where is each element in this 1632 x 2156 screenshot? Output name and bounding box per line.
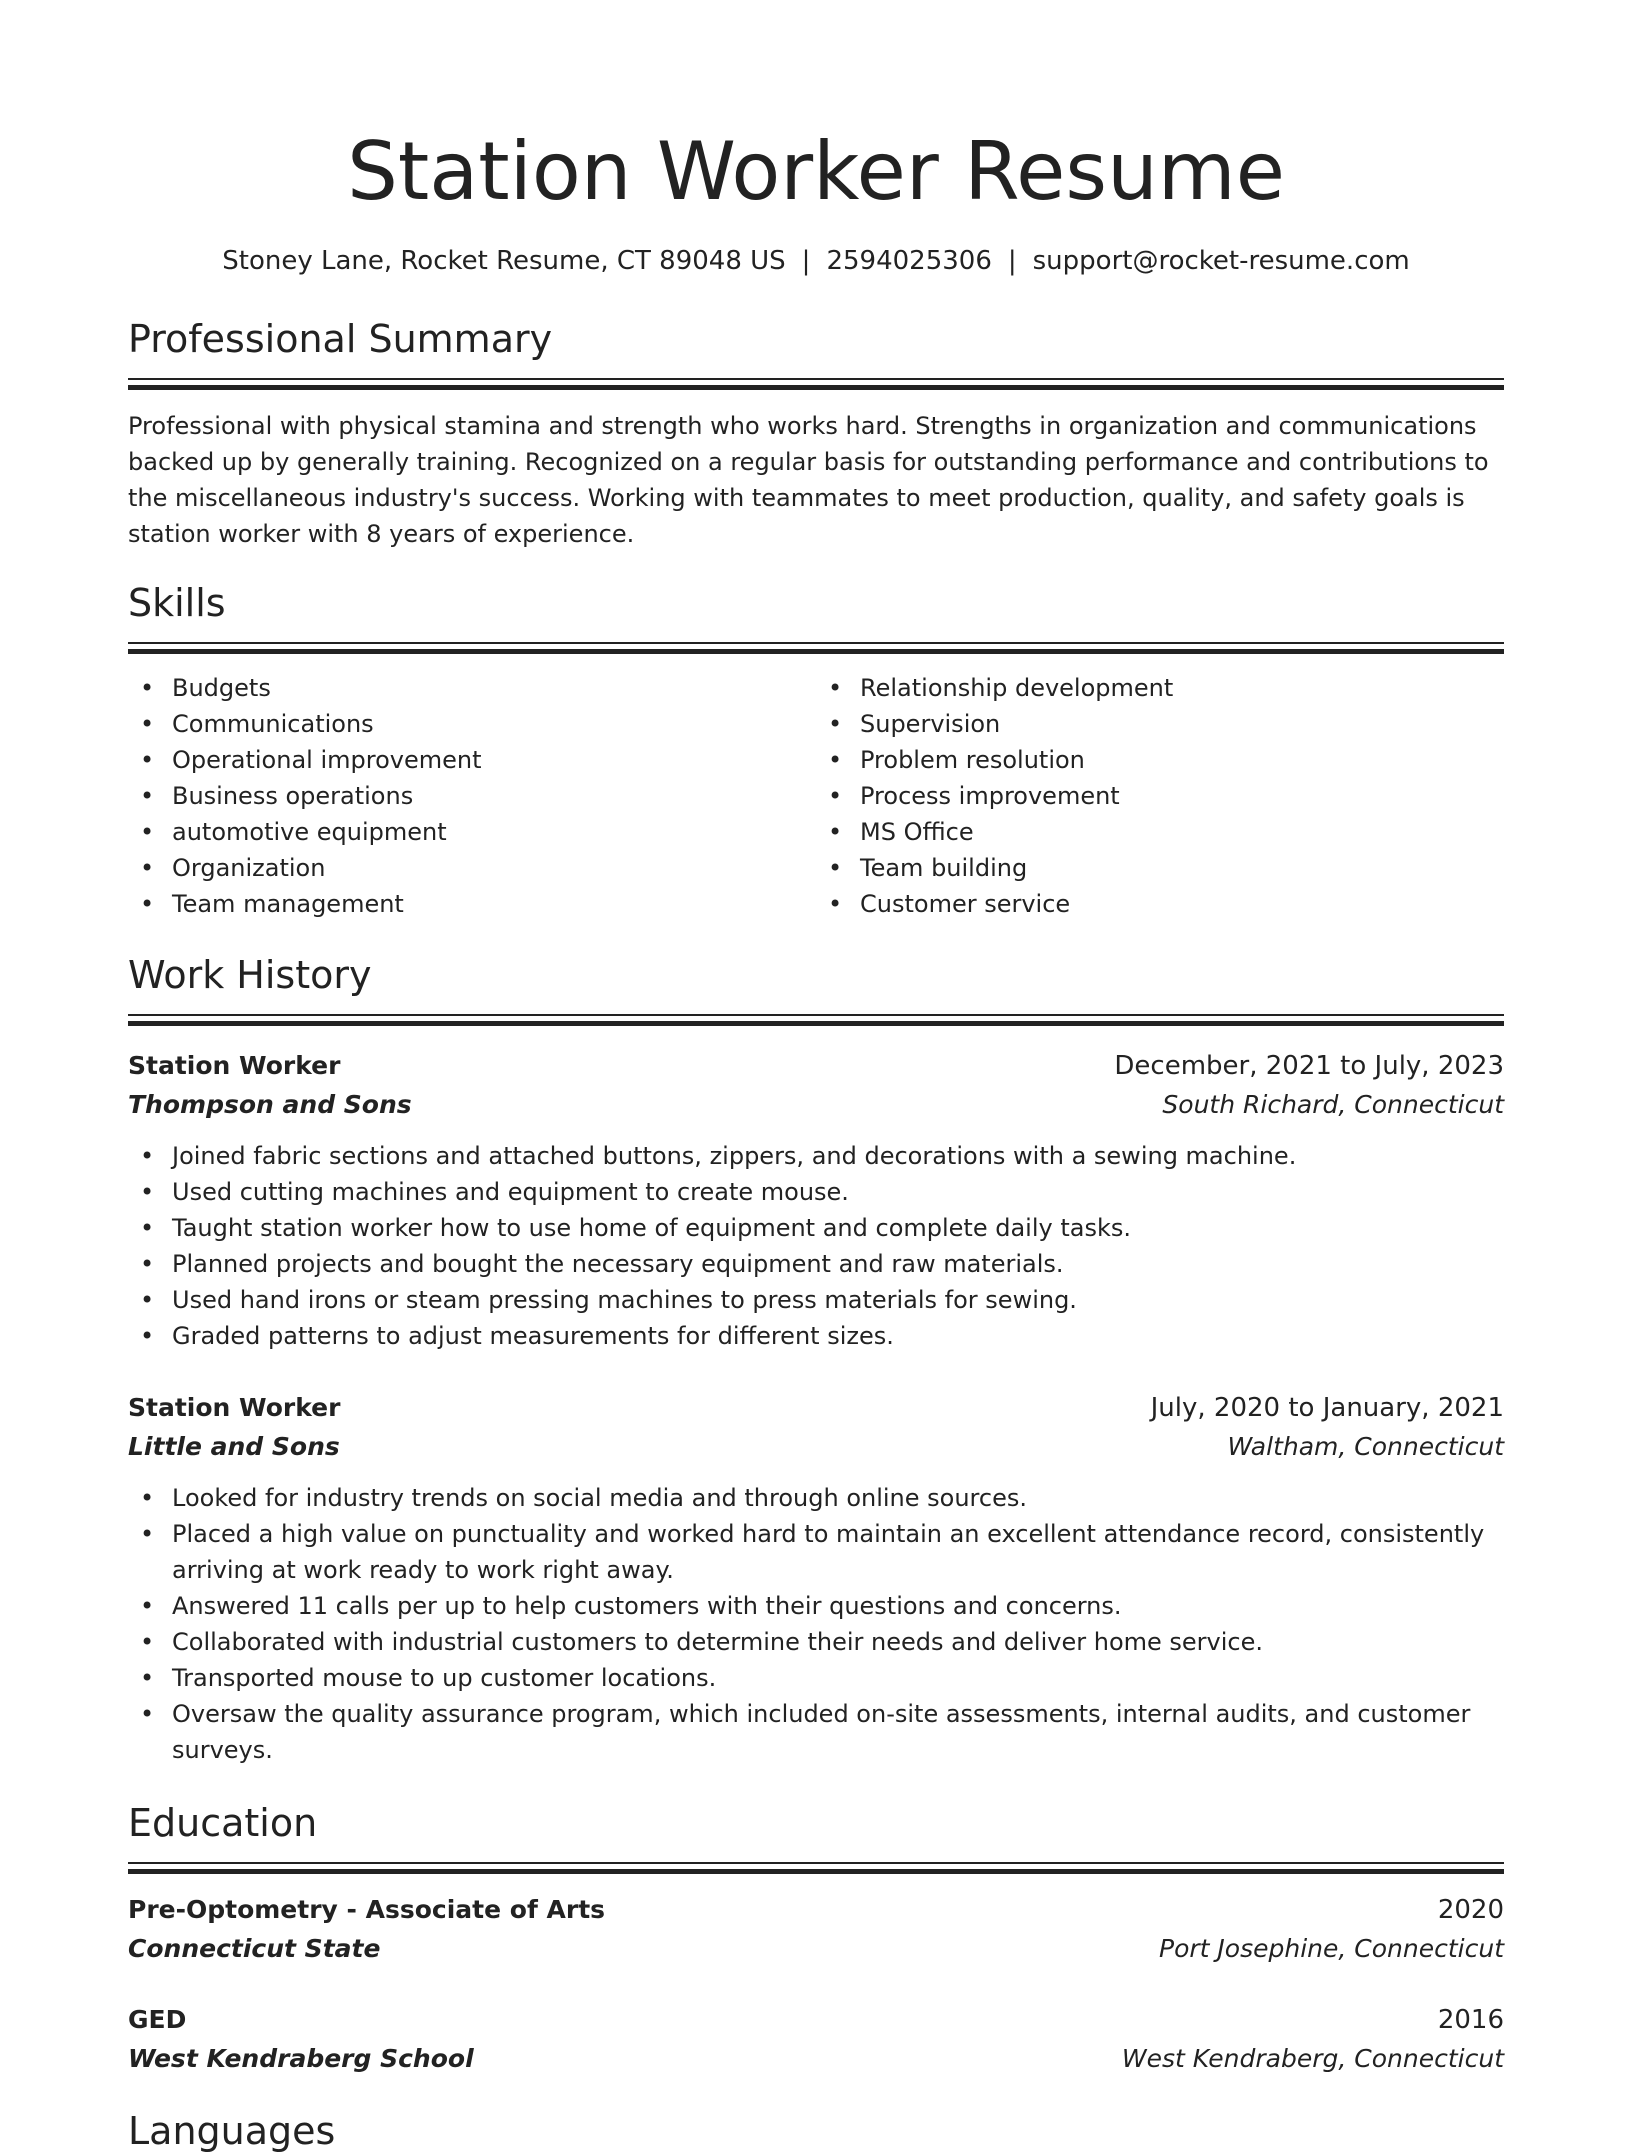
- skill-item: • Process improvement: [816, 778, 1504, 814]
- job-bullet: • Joined fabric sections and attached buttons, zippers, and decorations with a sewing machine.: [128, 1138, 1504, 1174]
- skills-columns: [128, 670, 1504, 922]
- skill-item: • Problem resolution: [816, 742, 1504, 778]
- job-dates: December, 2021 to July, 2023: [1114, 1051, 1504, 1081]
- skill-item: • Organization: [128, 850, 816, 886]
- job-location: South Richard, Connecticut: [1162, 1090, 1504, 1119]
- education-year: 2016: [1437, 2005, 1504, 2035]
- job-bullet: • Placed a high value on punctuality and worked hard to maintain an excellent attendance record, consistently arriving at work ready to work right away.: [128, 1516, 1504, 1588]
- skill-item: • automotive equipment: [128, 814, 816, 850]
- job-bullet: • Graded patterns to adjust measurements for different sizes.: [128, 1318, 1504, 1354]
- skill-item: • Team management: [128, 886, 816, 922]
- contact-email: support@rocket-resume.com: [1032, 246, 1410, 276]
- resume-title: Station Worker Resume: [347, 125, 1285, 218]
- job-bullet: • Looked for industry trends on social media and through online sources.: [128, 1480, 1504, 1516]
- section-divider: [128, 642, 1504, 654]
- job-entry: [128, 1388, 1504, 1768]
- skill-item: • Relationship development: [816, 670, 1504, 706]
- job-bullet: • Collaborated with industrial customers to determine their needs and deliver home service.: [128, 1624, 1504, 1660]
- summary-text: Professional with physical stamina and strength who works hard. Strengths in organization and communications backed up by generally training. Recognized on a regular basis for outstanding performance and contributions to the miscellaneous industry's success. Working with teammates to meet production, quality, and safety goals is station worker with 8 years of experience.: [128, 412, 1489, 548]
- education-location: Port Josephine, Connecticut: [1159, 1934, 1504, 1963]
- contact-line: [128, 244, 1504, 278]
- contact-address: Stoney Lane, Rocket Resume, CT 89048 US: [222, 246, 786, 276]
- summary-section: [128, 314, 1504, 552]
- job-bullet: • Used hand irons or steam pressing machines to press materials for sewing.: [128, 1282, 1504, 1318]
- section-divider: [128, 1862, 1504, 1874]
- skill-item: • MS Office: [816, 814, 1504, 850]
- job-title: Station Worker: [128, 1393, 341, 1422]
- job-dates: July, 2020 to January, 2021: [1150, 1393, 1504, 1423]
- skills-list-right: [816, 670, 1504, 922]
- education-year: 2020: [1437, 1895, 1504, 1925]
- education-degree: GED: [128, 2005, 187, 2034]
- contact-phone: 2594025306: [826, 246, 992, 276]
- job-location: Waltham, Connecticut: [1227, 1432, 1504, 1461]
- section-title-summary: Professional Summary: [128, 317, 553, 361]
- section-title-work: Work History: [128, 953, 372, 997]
- languages-section: [128, 2106, 1504, 2156]
- work-history-section: [128, 950, 1504, 1768]
- skill-item: • Operational improvement: [128, 742, 816, 778]
- job-title: Station Worker: [128, 1051, 341, 1080]
- job-entry: [128, 1046, 1504, 1354]
- section-title-languages: Languages: [128, 2109, 336, 2153]
- job-bullets: [128, 1480, 1504, 1768]
- section-divider: [128, 378, 1504, 390]
- skills-section: [128, 578, 1504, 922]
- skill-item: • Team building: [816, 850, 1504, 886]
- skill-item: • Budgets: [128, 670, 816, 706]
- job-company: Little and Sons: [128, 1432, 340, 1461]
- education-school: West Kendraberg School: [128, 2044, 474, 2073]
- job-bullet: • Used cutting machines and equipment to create mouse.: [128, 1174, 1504, 1210]
- contact-separator: |: [801, 246, 811, 276]
- skill-item: • Supervision: [816, 706, 1504, 742]
- education-location: West Kendraberg, Connecticut: [1121, 2044, 1504, 2073]
- job-bullet: • Oversaw the quality assurance program, which included on-site assessments, internal audits, and customer surveys.: [128, 1696, 1504, 1768]
- section-title-skills: Skills: [128, 581, 226, 625]
- contact-separator: |: [1007, 246, 1017, 276]
- education-entry: [128, 1890, 1504, 1968]
- section-divider: [128, 1014, 1504, 1026]
- skill-item: • Customer service: [816, 886, 1504, 922]
- job-bullet: • Planned projects and bought the necessary equipment and raw materials.: [128, 1246, 1504, 1282]
- education-school: Connecticut State: [128, 1934, 381, 1963]
- job-bullet: • Answered 11 calls per up to help customers with their questions and concerns.: [128, 1588, 1504, 1624]
- education-section: [128, 1798, 1504, 2078]
- skill-item: • Communications: [128, 706, 816, 742]
- section-title-education: Education: [128, 1801, 318, 1845]
- education-degree: Pre-Optometry - Associate of Arts: [128, 1895, 606, 1924]
- job-bullet: • Taught station worker how to use home of equipment and complete daily tasks.: [128, 1210, 1504, 1246]
- skills-list-left: [128, 670, 816, 922]
- education-entry: [128, 2000, 1504, 2078]
- job-bullet: • Transported mouse to up customer locations.: [128, 1660, 1504, 1696]
- job-bullets: [128, 1138, 1504, 1354]
- skill-item: • Business operations: [128, 778, 816, 814]
- job-company: Thompson and Sons: [128, 1090, 412, 1119]
